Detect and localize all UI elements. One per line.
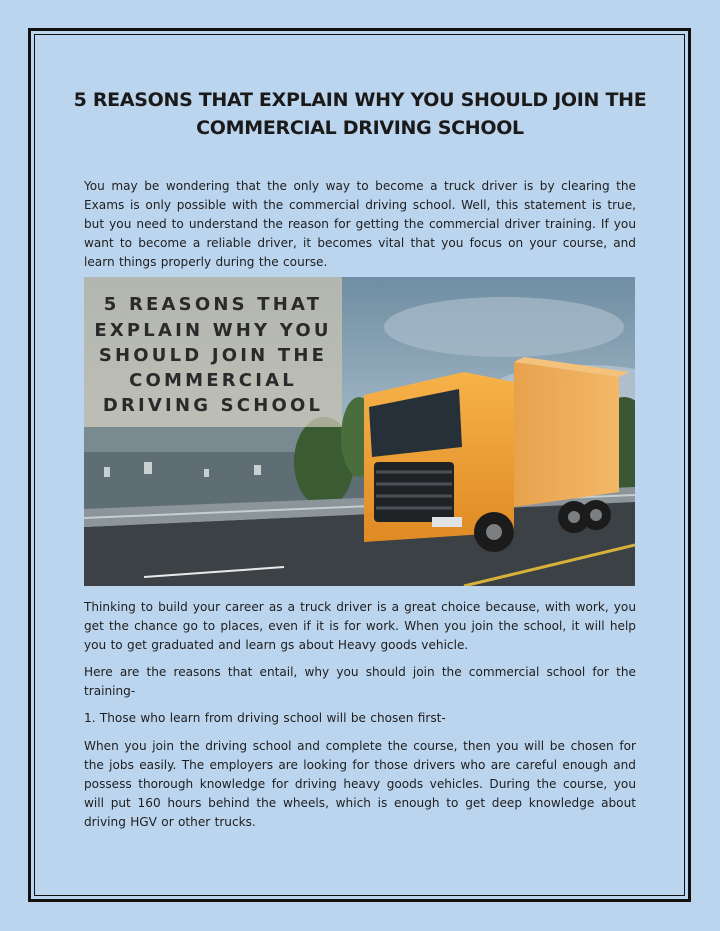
article-title [60, 86, 660, 142]
intro-paragraph: You may be wondering that the only way to become a truck driver is by clearing the Exams is only possible with the commercial driving school. Well, this statement is true, but you need to understand the reason for getting the commercial driver training. If you want to become a reliable driver, it becomes vital that you focus on your course, and learn things properly during the course. [84, 179, 636, 269]
title-line-2: COMMERCIAL DRIVING SCHOOL [196, 117, 524, 139]
reason-1-paragraph: When you join the driving school and complete the course, then you will be chosen for the jobs easily. The employers are looking for those drivers who are careful enough and possess thorough knowledge for driving heavy goods vehicles. During the course, you will put 160 hours behind the wheels, which is enough to get deep knowledge about driving HGV or other trucks. [84, 739, 636, 829]
truck-cargo-box [514, 362, 619, 507]
hero-image [84, 277, 635, 586]
hero-text-line-3: SHOULD JOIN THE [98, 345, 328, 366]
career-paragraph: Thinking to build your career as a truck driver is a great choice because, with work, you get the chance go to places, even if it is for work. When you join the school, it will help you to get graduated and learn gs about Heavy goods vehicle. [84, 600, 636, 652]
hero-text-line-2: EXPLAIN WHY YOU [94, 320, 332, 341]
hero-text-line-5: DRIVING SCHOOL [102, 395, 324, 416]
reasons-intro-paragraph: Here are the reasons that entail, why you should join the commercial school for the training- [84, 665, 636, 698]
reason-1-heading: 1. Those who learn from driving school will be chosen first- [84, 711, 446, 725]
hero-text-line-1: 5 REASONS THAT [103, 294, 323, 315]
hero-text-line-4: COMMERCIAL [129, 370, 297, 391]
title-line-1: 5 REASONS THAT EXPLAIN WHY YOU SHOULD JOIN THE [73, 89, 647, 111]
